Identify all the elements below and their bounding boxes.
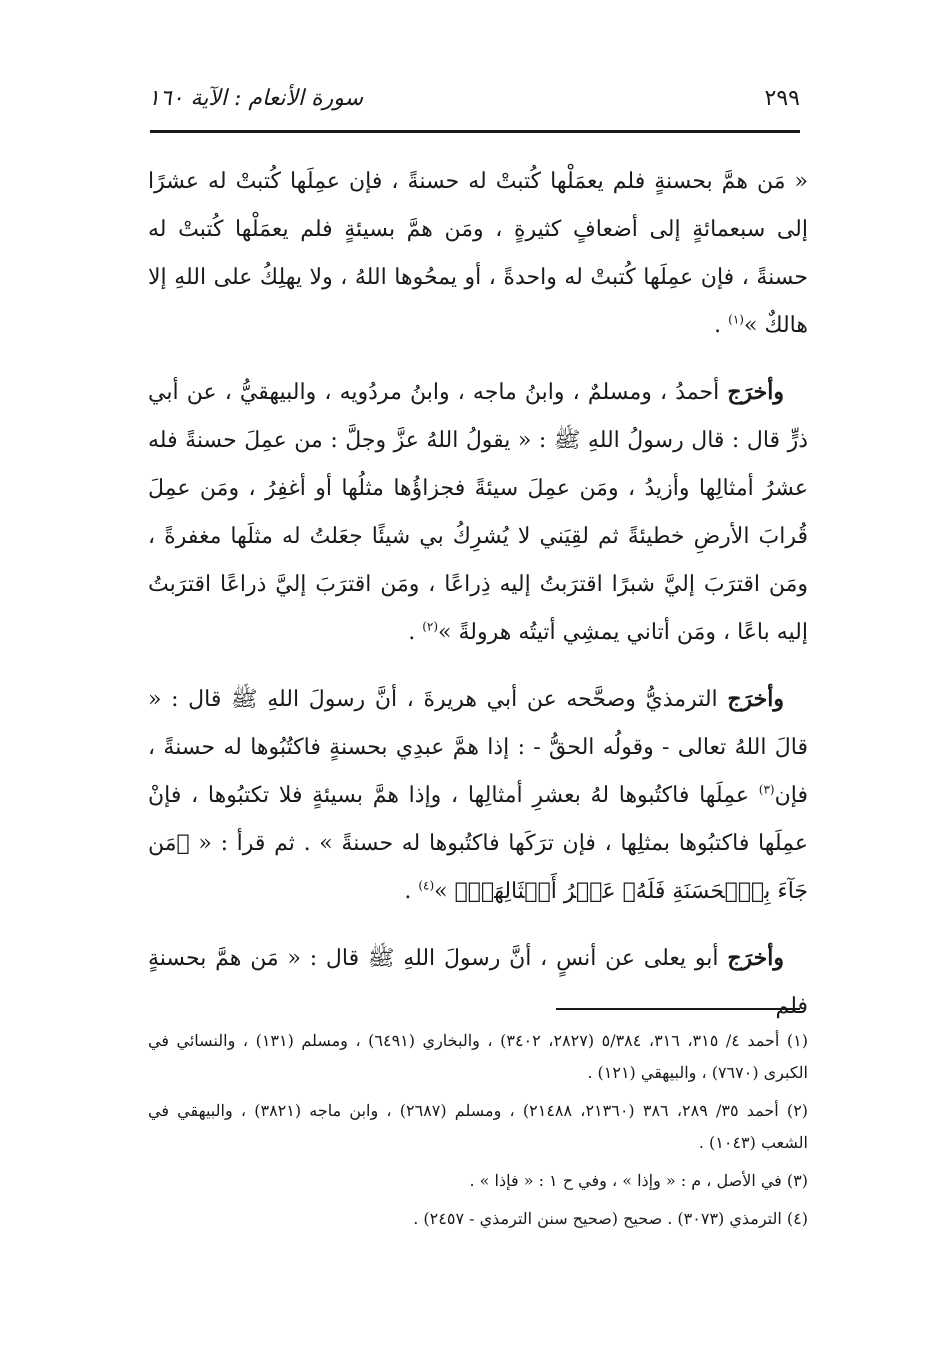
- footnote-4: (٤) الترمذي (٣٠٧٣) . صحيح (صحيح سنن الترمذي - ٢٤٥٧) .: [413, 1209, 808, 1228]
- paragraph-text: أبو يعلى عن أنسٍ ، أنَّ رسولَ اللهِ ﷺ قال : « مَن همَّ بحسنةٍ فلم: [148, 946, 808, 1019]
- footnote-ref-1: (١): [728, 312, 744, 327]
- paragraph-text: الترمذيُّ وصحَّحه عن أبي هريرةَ ، أنَّ رسولَ اللهِ ﷺ قال : « قالَ اللهُ تعالى - وقولُه الحقُّ - : إذا همَّ عبدِي بحسنةٍ فاكتُبُوها له حسنةً ، فإن: [148, 687, 808, 808]
- header-rule: [150, 130, 800, 133]
- footnote-ref-2: (٢): [422, 619, 439, 634]
- sentence-end: .: [714, 313, 729, 338]
- paragraph-1: [148, 158, 808, 350]
- footnote-ref-4: (٤): [418, 878, 435, 893]
- footnote-2: (٢) أحمد ٣٥/ ٢٨٩، ٣٨٦ (٢١٣٦٠، ٢١٤٨٨) ، ومسلم (٢٦٨٧) ، وابن ماجه (٣٨٢١) ، والبيهقي في الشعب (١٠٤٣) .: [148, 1101, 809, 1152]
- paragraph-text: أحمدُ ، ومسلمٌ ، وابنُ ماجه ، وابنُ مردُويه ، والبيهقيُّ ، عن أبي ذرٍّ قال : قال رسولُ اللهِ ﷺ : « يقولُ اللهُ عزَّ وجلَّ : من عمِلَ حسنةً فله عشرُ أمثالِها وأزيدُ ، ومَن عمِلَ سيئةً فجزاؤُها مثلُها أو أغفِرُ ، ومَن عمِلَ قُرابَ الأرضِ خطيئةً ثم لقِيَني لا يُشرِكُ بي شيئًا جعَلتُ له مثلَها مغفرةً ، ومَن اقترَبَ إليَّ شبرًا اقترَبتُ إليه ذِراعًا ، ومَن اقترَبَ إليَّ ذراعًا اقترَبتُ إليه باعًا ، ومَن أتاني يمشِي أتيتُه هرولةً »: [148, 380, 808, 645]
- running-title: سورة الأنعام : الآية ١٦٠: [148, 86, 364, 111]
- footnotes: [148, 1025, 808, 1241]
- sentence-end: .: [408, 620, 423, 645]
- paragraph-lead-word: وأخرَج: [727, 945, 784, 971]
- paragraph-2: [148, 368, 808, 657]
- paragraph-lead-word: وأخرَج: [727, 379, 784, 405]
- page-number: ٢٩٩: [764, 86, 800, 111]
- paragraph-3: [148, 675, 808, 916]
- main-text: [148, 158, 808, 1049]
- paragraph-lead-word: وأخرَج: [727, 686, 784, 712]
- footnote-3: (٣) في الأصل ، م : « وإذا » ، وفي ح ١ : « فإذا » .: [469, 1171, 808, 1190]
- footnote-ref-3: (٣): [758, 782, 775, 797]
- paragraph-text: عمِلَها فاكتُبوها لهُ بعشرِ أمثالِها ، وإذا همَّ بسيئةٍ فلا تكتبُوها ، فإنْ عمِلَها فاكتبُوها بمثلِها ، فإن ترَكَها فاكتُبوها له حسنةً » . ثم قرأ : « ﴿مَن جَآءَ بِٱلۡحَسَنَةِ فَلَهُۥ عَشۡرُ أَمۡثَالِهَاۖ﴾ »: [148, 783, 808, 904]
- footnote-separator: [556, 1008, 800, 1010]
- footnote-1: (١) أحمد ٤/ ٣١٥، ٣١٦، ٥/٣٨٤ (٢٨٢٧، ٣٤٠٢) ، والبخاري (٦٤٩١) ، ومسلم (١٣١) ، والنسائي في الكبرى (٧٦٧٠) ، والبيهقي (١٢١) .: [148, 1031, 809, 1082]
- paragraph-4: [148, 934, 808, 1031]
- page-header: [148, 82, 800, 118]
- sentence-end: .: [404, 879, 419, 904]
- paragraph-text: « مَن همَّ بحسنةٍ فلم يعمَلْها كُتبتْ له حسنةً ، فإن عمِلَها كُتبتْ له عشرًا إلى سبعمائةٍ إلى أضعافٍ كثيرةٍ ، ومَن همَّ بسيئةٍ فلم يعمَلْها كُتبتْ له حسنةً ، فإن عمِلَها كُتبتْ له واحدةً ، أو يمحُوها اللهُ ، ولا يهلِكُ على اللهِ إلا هالكٌ »: [148, 169, 808, 338]
